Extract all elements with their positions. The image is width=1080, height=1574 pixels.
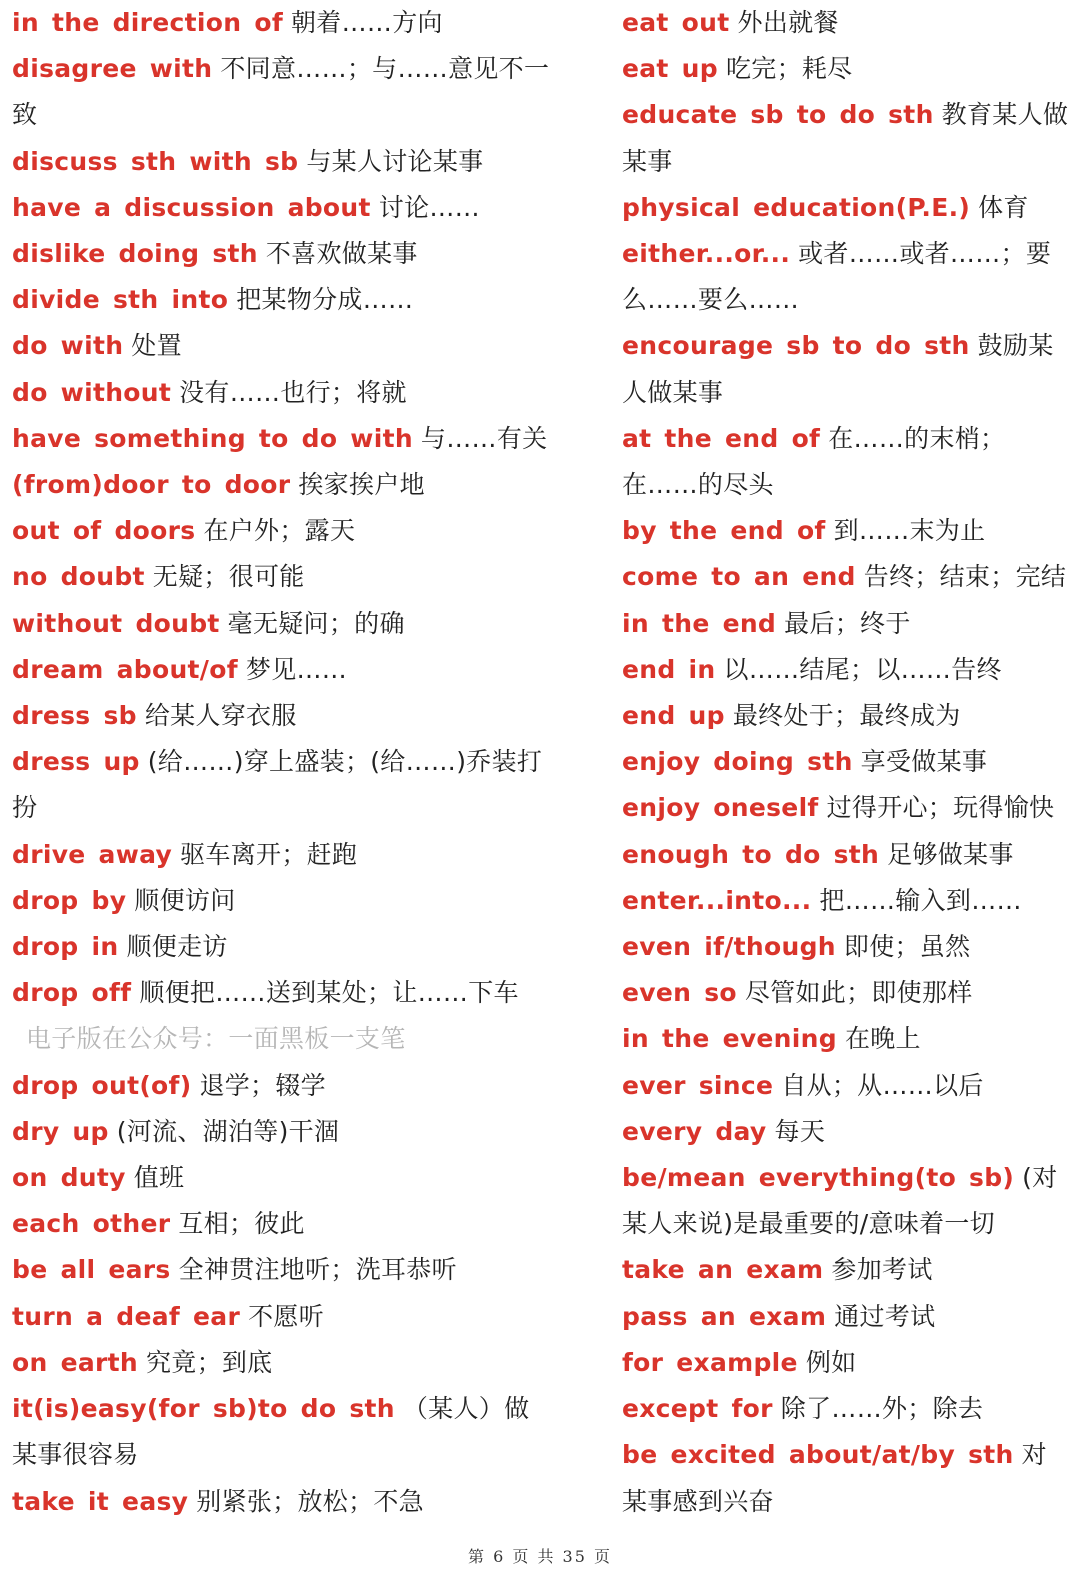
english-phrase: enter...into... — [622, 885, 812, 915]
phrase-entry — [12, 1294, 552, 1340]
english-phrase: have a discussion about — [12, 192, 371, 222]
chinese-meaning: (给……)穿上盛装；(给……)乔装打扮 — [12, 747, 543, 823]
chinese-meaning: 不愿听 — [248, 1301, 325, 1331]
english-phrase: except for — [622, 1394, 773, 1424]
left-column — [12, 0, 552, 1525]
chinese-meaning: 不喜欢做某事 — [265, 239, 418, 269]
english-phrase: drop by — [12, 885, 127, 915]
phrase-entry — [12, 231, 552, 277]
english-phrase: be/mean everything(to sb) — [622, 1163, 1015, 1193]
phrase-entry — [622, 878, 1072, 924]
phrase-entry — [622, 1294, 1072, 1340]
chinese-meaning: 教育某人做某事 — [622, 100, 1069, 176]
chinese-meaning: 在户外；露天 — [203, 516, 356, 546]
chinese-meaning: 例如 — [805, 1347, 857, 1377]
chinese-meaning: 告终；结束；完结 — [863, 562, 1067, 592]
chinese-meaning: 通过考试 — [834, 1301, 936, 1331]
english-phrase: dream about/of — [12, 654, 238, 684]
chinese-meaning: 退学；辍学 — [199, 1070, 326, 1100]
english-phrase: drop out(of) — [12, 1070, 192, 1100]
phrase-entry — [622, 601, 1072, 647]
right-column — [622, 0, 1072, 1525]
phrase-entry — [12, 508, 552, 554]
english-phrase: end in — [622, 654, 716, 684]
chinese-meaning: 尽管如此；即使那样 — [744, 978, 973, 1008]
phrase-entry — [622, 970, 1072, 1016]
phrase-entry — [622, 0, 1072, 46]
chinese-meaning: 别紧张；放松；不急 — [196, 1486, 424, 1516]
english-phrase: enjoy oneself — [622, 793, 819, 823]
english-phrase: in the end — [622, 608, 777, 638]
chinese-meaning: 挨家挨户地 — [298, 470, 425, 500]
chinese-meaning: 顺便把……送到某处；让……下车 — [139, 978, 519, 1008]
phrase-entry — [12, 1479, 552, 1525]
chinese-meaning: 梦见…… — [245, 654, 348, 684]
chinese-meaning: 对某事感到兴奋 — [622, 1440, 1047, 1516]
english-phrase: do with — [12, 331, 124, 361]
english-phrase: educate sb to do sth — [622, 100, 934, 130]
phrase-entry — [12, 1247, 552, 1293]
chinese-meaning: 与……有关 — [420, 423, 548, 453]
phrase-entry — [622, 693, 1072, 739]
phrase-entry — [12, 370, 552, 416]
english-phrase: eat out — [622, 8, 730, 37]
phrase-entry — [12, 1201, 552, 1247]
phrase-entry — [12, 1386, 552, 1478]
english-phrase: by the end of — [622, 516, 826, 546]
phrase-entry — [622, 416, 1072, 508]
chinese-meaning: 足够做某事 — [887, 839, 1014, 869]
english-phrase: drive away — [12, 839, 173, 869]
phrase-entry — [12, 739, 552, 831]
chinese-meaning: (河流、湖泊等)干涸 — [116, 1116, 340, 1146]
phrase-entry — [12, 693, 552, 739]
phrase-entry — [622, 1247, 1072, 1293]
english-phrase: divide sth into — [12, 285, 229, 315]
chinese-meaning: 究竟；到底 — [145, 1347, 273, 1377]
english-phrase: at the end of — [622, 423, 821, 453]
chinese-meaning: 给某人穿衣服 — [144, 701, 297, 731]
english-phrase: on duty — [12, 1163, 126, 1193]
phrase-entry — [622, 508, 1072, 554]
english-phrase: dress sb — [12, 701, 137, 731]
english-phrase: for example — [622, 1347, 798, 1377]
chinese-meaning: 鼓励某人做某事 — [622, 331, 1054, 407]
english-phrase: drop off — [12, 978, 132, 1008]
phrase-entry — [12, 0, 552, 46]
english-phrase: in the direction of — [12, 8, 283, 37]
chinese-meaning: 吃完；耗尽 — [725, 54, 853, 84]
phrase-entry — [12, 554, 552, 600]
phrase-entry — [622, 832, 1072, 878]
chinese-meaning: 外出就餐 — [737, 8, 839, 37]
phrase-entry — [12, 416, 552, 462]
chinese-meaning: 自从；从……以后 — [781, 1070, 984, 1100]
phrase-entry — [622, 1386, 1072, 1432]
english-phrase: (from)door to door — [12, 470, 291, 500]
english-phrase: eat up — [622, 54, 718, 84]
phrase-entry — [12, 185, 552, 231]
phrase-entry — [622, 46, 1072, 92]
chinese-meaning: 享受做某事 — [860, 747, 988, 777]
english-phrase: have something to do with — [12, 423, 413, 453]
phrase-entry — [12, 1063, 552, 1109]
english-phrase: turn a deaf ear — [12, 1301, 241, 1331]
phrase-entry — [12, 832, 552, 878]
english-phrase: pass an exam — [622, 1301, 827, 1331]
english-phrase: enough to do sth — [622, 839, 880, 869]
phrase-entry — [622, 92, 1072, 184]
phrase-entry — [12, 462, 552, 508]
chinese-meaning: 驱车离开；赶跑 — [180, 839, 358, 869]
chinese-meaning: 处置 — [131, 331, 182, 361]
phrase-entry — [12, 878, 552, 924]
chinese-meaning: 以……结尾；以……告终 — [723, 654, 1002, 684]
english-phrase: dress up — [12, 747, 140, 777]
chinese-meaning: 最终处于；最终成为 — [732, 701, 961, 731]
english-phrase: dislike doing sth — [12, 239, 258, 269]
chinese-meaning: 在晚上 — [844, 1024, 921, 1054]
phrase-entry — [622, 1063, 1072, 1109]
english-phrase: take an exam — [622, 1255, 824, 1285]
chinese-meaning: 在……的末梢；在……的尽头 — [622, 423, 1006, 500]
english-phrase: take it easy — [12, 1486, 189, 1516]
phrase-entry — [12, 46, 552, 138]
phrase-entry — [622, 554, 1072, 600]
chinese-meaning: 把……输入到…… — [819, 885, 1022, 915]
english-phrase: on earth — [12, 1347, 138, 1377]
chinese-meaning: 全神贯注地听；洗耳恭听 — [178, 1255, 457, 1285]
chinese-meaning: 不同意……；与……意见不一致 — [12, 54, 550, 130]
phrase-entry — [622, 1155, 1072, 1247]
english-phrase: each other — [12, 1209, 171, 1239]
chinese-meaning: 即使；虽然 — [843, 932, 971, 962]
phrase-entry — [12, 1109, 552, 1155]
english-phrase: be excited about/at/by sth — [622, 1440, 1014, 1470]
chinese-meaning: 到……末为止 — [833, 516, 986, 546]
phrase-entry — [622, 1432, 1072, 1524]
english-phrase: enjoy doing sth — [622, 747, 853, 777]
phrase-entry — [622, 1109, 1072, 1155]
chinese-meaning: 体育 — [978, 192, 1029, 222]
english-phrase: be all ears — [12, 1255, 171, 1285]
chinese-meaning: 值班 — [133, 1163, 185, 1193]
english-phrase: without doubt — [12, 608, 220, 638]
chinese-meaning: 顺便访问 — [134, 885, 236, 915]
chinese-meaning: 与某人讨论某事 — [306, 146, 484, 176]
english-phrase: drop in — [12, 932, 119, 962]
phrase-entry — [622, 647, 1072, 693]
english-phrase: out of doors — [12, 516, 196, 546]
phrase-entry — [12, 601, 552, 647]
phrase-entry — [622, 1340, 1072, 1386]
phrase-entry — [622, 323, 1072, 415]
phrase-entry — [622, 924, 1072, 970]
phrase-entry — [12, 970, 552, 1062]
english-phrase: every day — [622, 1116, 767, 1146]
chinese-meaning: （某人）做某事很容易 — [12, 1394, 530, 1470]
chinese-meaning: 没有……也行；将就 — [179, 377, 407, 407]
chinese-meaning: 或者……或者……；要么……要么…… — [622, 239, 1052, 315]
chinese-meaning: 最后；终于 — [784, 608, 911, 638]
phrase-entry — [622, 1016, 1072, 1062]
chinese-meaning: 互相；彼此 — [178, 1209, 305, 1239]
english-phrase: discuss sth with sb — [12, 146, 299, 176]
phrase-entry — [12, 1340, 552, 1386]
chinese-meaning: 朝着……方向 — [291, 8, 443, 37]
chinese-meaning: 顺便走访 — [126, 932, 228, 962]
chinese-meaning: 每天 — [774, 1116, 826, 1146]
english-phrase: no doubt — [12, 562, 145, 592]
phrase-entry — [622, 185, 1072, 231]
chinese-meaning: 毫无疑问；的确 — [227, 608, 405, 638]
phrase-entry — [12, 1155, 552, 1201]
phrase-entry — [12, 924, 552, 970]
english-phrase: dry up — [12, 1116, 109, 1146]
phrase-entry — [12, 323, 552, 369]
english-phrase: ever since — [622, 1070, 774, 1100]
phrase-entry — [12, 139, 552, 185]
phrase-entry — [12, 647, 552, 693]
english-phrase: in the evening — [622, 1024, 837, 1054]
chinese-meaning: 参加考试 — [831, 1255, 933, 1285]
english-phrase: even so — [622, 978, 737, 1008]
english-phrase: encourage sb to do sth — [622, 331, 970, 361]
chinese-meaning: (对某人来说)是最重要的/意味着一切 — [622, 1163, 1058, 1239]
english-phrase: disagree with — [12, 54, 213, 84]
phrase-entry — [622, 739, 1072, 785]
chinese-meaning: 除了……外；除去 — [780, 1394, 984, 1424]
chinese-meaning: 无疑；很可能 — [152, 562, 305, 592]
english-phrase: come to an end — [622, 562, 856, 592]
english-phrase: it(is)easy(for sb)to do sth — [12, 1394, 395, 1424]
english-phrase: end up — [622, 701, 725, 731]
chinese-meaning: 过得开心；玩得愉快 — [826, 793, 1055, 823]
watermark-text: 电子版在公众号：一面黑板一支笔 — [26, 1024, 406, 1054]
phrase-entry — [622, 231, 1072, 323]
chinese-meaning: 把某物分成…… — [236, 285, 414, 315]
english-phrase: either...or... — [622, 239, 791, 269]
phrase-entry — [12, 277, 552, 323]
english-phrase: do without — [12, 377, 172, 407]
chinese-meaning: 讨论…… — [378, 192, 480, 222]
english-phrase: physical education(P.E.) — [622, 192, 971, 222]
phrase-entry — [622, 785, 1072, 831]
page-footer: 第 6 页 共 35 页 — [468, 1547, 612, 1566]
english-phrase: even if/though — [622, 932, 836, 962]
